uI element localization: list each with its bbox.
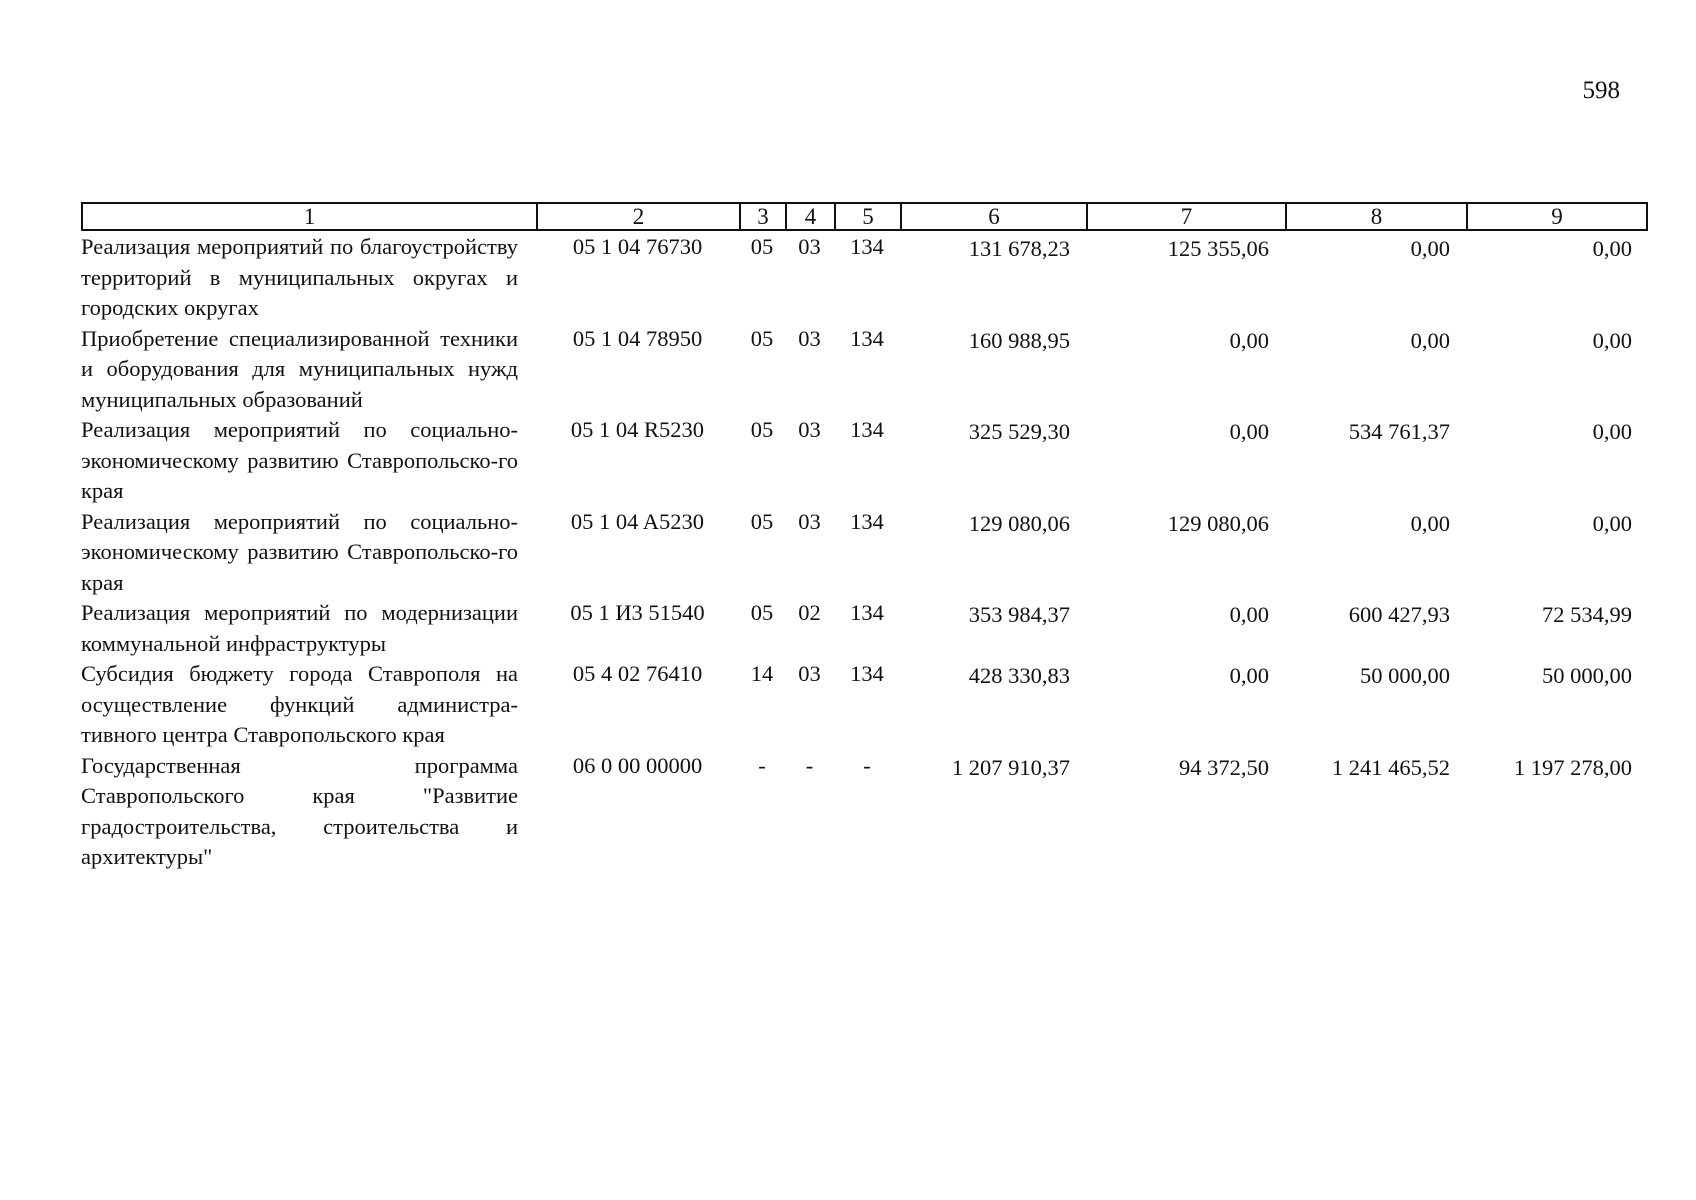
header-col-2: 2: [537, 203, 740, 230]
table-row: [81, 751, 1646, 873]
row-col-6: 1 207 910,37: [951, 754, 1070, 780]
row-col-4: 03: [798, 234, 821, 259]
row-col-3: 05: [750, 325, 774, 351]
row-col-6: 428 330,83: [968, 663, 1070, 688]
row-col-5: 134: [850, 417, 884, 442]
row-col-6: 160 988,95: [968, 327, 1070, 353]
row-name: Субсидия бюджету города Ставрополя на осуществление функций администра-тивного центра Ставропольского края: [81, 661, 518, 747]
row-col-8: 0,00: [1410, 236, 1450, 261]
header-col-6: 6: [901, 203, 1087, 230]
row-col-5: 134: [850, 234, 884, 259]
row-col-9: 0,00: [1592, 510, 1632, 536]
row-col-6: 129 080,06: [968, 510, 1070, 536]
table-row: [81, 598, 1646, 659]
row-col-3: 05: [750, 234, 774, 259]
header-col-8: 8: [1286, 203, 1467, 230]
row-col-9: 1 197 278,00: [1513, 754, 1632, 780]
row-col-3: 05: [750, 508, 774, 534]
row-col-4: 03: [798, 417, 821, 442]
row-col-5: 134: [850, 325, 884, 351]
row-col-3: 05: [750, 417, 774, 442]
row-code: 05 1 04 R5230: [570, 417, 705, 442]
row-col-8: 1 241 465,52: [1331, 754, 1450, 780]
header-col-4: 4: [786, 203, 835, 230]
row-col-6: 353 984,37: [968, 602, 1070, 627]
table-row: [81, 507, 1646, 599]
table-row: [81, 324, 1646, 416]
row-col-9: 0,00: [1592, 327, 1632, 353]
row-col-4: 03: [798, 508, 821, 534]
row-col-8: 0,00: [1410, 510, 1450, 536]
row-col-9: 50 000,00: [1542, 663, 1632, 688]
row-code: 05 1 04 78950: [572, 325, 703, 351]
header-col-9: 9: [1467, 203, 1647, 230]
row-col-9: 0,00: [1592, 419, 1632, 444]
row-col-7: 125 355,06: [1167, 236, 1269, 261]
row-col-5: 134: [850, 661, 884, 686]
row-col-9: 0,00: [1592, 236, 1632, 261]
row-col-7: 0,00: [1229, 327, 1269, 353]
column-number-header: [81, 202, 1648, 231]
row-col-7: 0,00: [1229, 602, 1269, 627]
row-name: Реализация мероприятий по благоустройству территорий в муниципальных округах и городских округах: [81, 234, 518, 320]
row-col-4: 02: [798, 600, 821, 625]
budget-table: [81, 232, 1646, 873]
row-col-7: 0,00: [1229, 663, 1269, 688]
row-code: 05 4 02 76410: [572, 661, 703, 686]
header-col-5: 5: [835, 203, 901, 230]
row-col-7: 94 372,50: [1179, 754, 1269, 780]
row-name: Реализация мероприятий по социально-экономическому развитию Ставропольско-го края: [81, 508, 518, 595]
header-col-7: 7: [1087, 203, 1286, 230]
row-col-4: 03: [798, 325, 821, 351]
row-col-3: 05: [750, 600, 774, 625]
row-col-7: 0,00: [1229, 419, 1269, 444]
row-col-8: 600 427,93: [1348, 602, 1450, 627]
row-col-6: 131 678,23: [968, 236, 1070, 261]
row-col-4: 03: [798, 661, 821, 686]
row-col-8: 534 761,37: [1348, 419, 1450, 444]
row-col-3: 14: [750, 661, 774, 686]
row-col-4: -: [805, 752, 814, 778]
row-code: 05 1 И3 51540: [570, 600, 705, 625]
row-col-7: 129 080,06: [1167, 510, 1269, 536]
row-code: 06 0 00 00000: [572, 752, 703, 778]
page-number: 598: [1582, 77, 1620, 104]
row-name: Реализация мероприятий по модернизации коммунальной инфраструктуры: [81, 600, 518, 656]
row-code: 05 1 04 76730: [572, 234, 703, 259]
row-col-5: 134: [850, 508, 884, 534]
row-col-8: 0,00: [1410, 327, 1450, 353]
row-col-9: 72 534,99: [1542, 602, 1632, 627]
row-col-5: 134: [850, 600, 884, 625]
row-col-3: -: [758, 752, 766, 778]
table-row: [81, 415, 1646, 507]
header-col-3: 3: [740, 203, 786, 230]
row-name: Приобретение специализированной техники и оборудования для муниципальных нужд муниципальных образований: [81, 325, 518, 412]
row-col-5: -: [863, 752, 871, 778]
row-col-6: 325 529,30: [968, 419, 1070, 444]
row-code: 05 1 04 A5230: [570, 508, 705, 534]
row-name: Государственная программа Ставропольского края "Развитие градостроительства, строительства и архитектуры": [81, 752, 518, 869]
header-col-1: 1: [82, 203, 537, 230]
row-col-8: 50 000,00: [1360, 663, 1450, 688]
table-row: [81, 232, 1646, 324]
row-name: Реализация мероприятий по социально-экономическому развитию Ставропольско-го края: [81, 417, 518, 503]
table-row: [81, 659, 1646, 751]
